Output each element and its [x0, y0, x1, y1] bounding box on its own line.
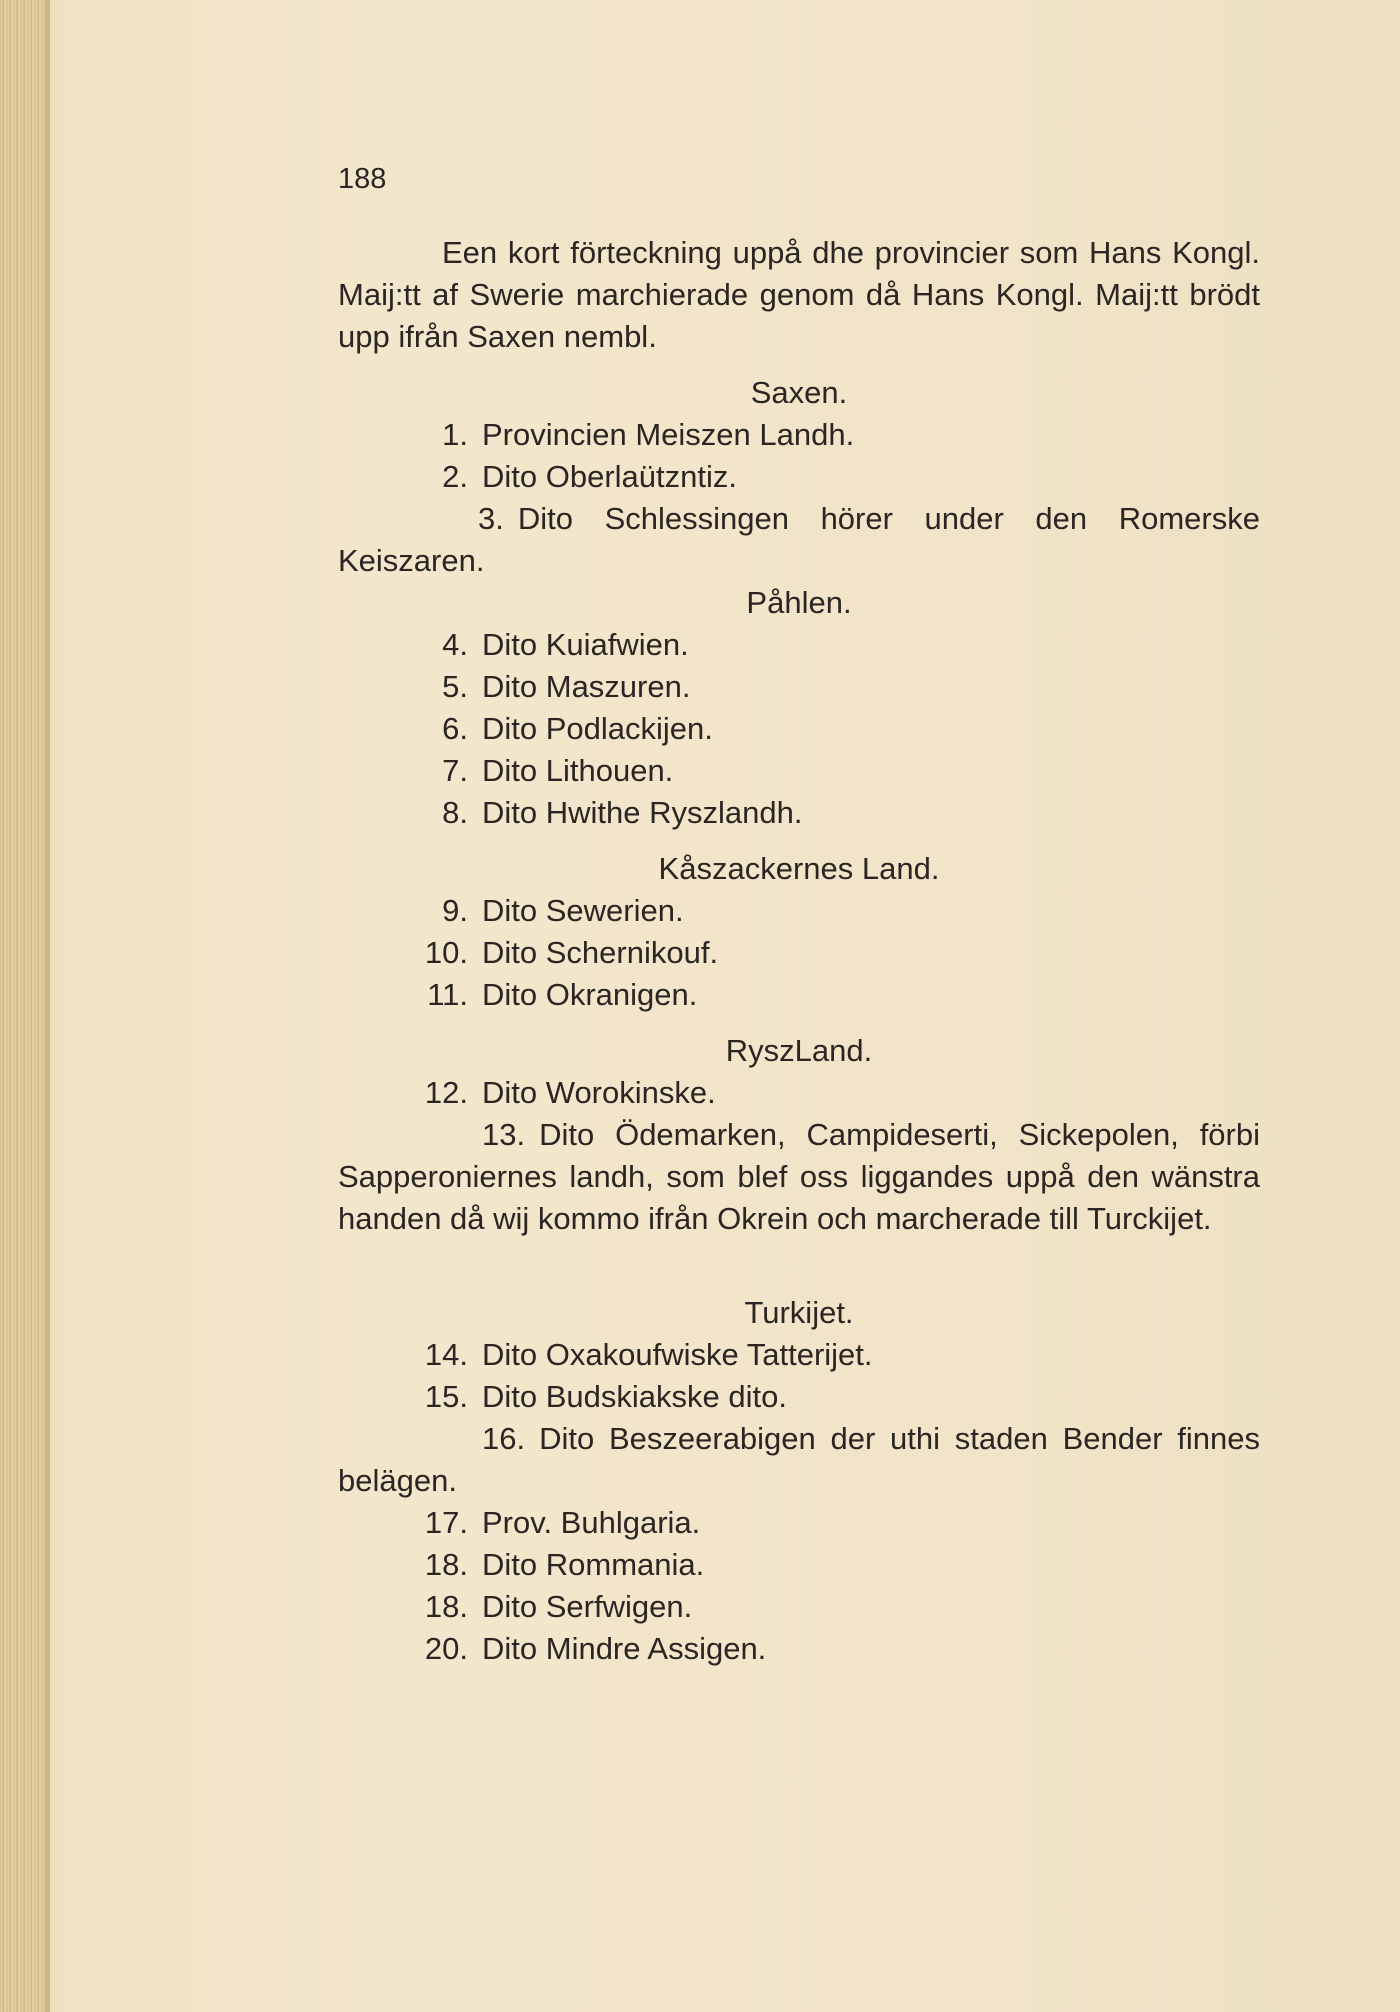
section-heading: Saxen. [750, 375, 848, 410]
item-number: 7. [442, 753, 468, 788]
item-number: 9. [442, 893, 468, 928]
section-heading: Turkijet. [744, 1295, 854, 1330]
item-number: 17. [424, 1505, 468, 1540]
item-number: 5. [442, 669, 468, 704]
list-item [338, 932, 1260, 974]
item-text: Dito Hwithe Ryszlandh. [482, 795, 803, 830]
list-item [338, 1334, 1260, 1376]
item-number: 12. [424, 1075, 468, 1110]
item-number: 8. [442, 795, 468, 830]
item-number: 4. [442, 627, 468, 662]
item-text: Dito Rommania. [482, 1547, 705, 1582]
section-heading: Påhlen. [746, 585, 852, 620]
list-item [338, 498, 1260, 582]
item-text: Dito Ödemarken, Campideserti, Sickepolen, förbi Sapperoniernes landh, som blef oss liggandes uppå den wänstra handen då wij kommo ifrån Okrein och marcherade till Turckijet. [338, 1117, 1260, 1236]
item-text: Dito Schlessingen hörer under den Romerske Keiszaren. [338, 501, 1260, 578]
list-item [338, 666, 1260, 708]
item-number: 15. [424, 1379, 468, 1414]
item-text: Dito Kuiafwien. [482, 627, 689, 662]
list-item [338, 456, 1260, 498]
list-item [338, 890, 1260, 932]
item-text: Prov. Buhlgaria. [482, 1505, 701, 1540]
item-number: 2. [442, 459, 468, 494]
item-text: Dito Oxakoufwiske Tatterijet. [482, 1337, 873, 1372]
intro-paragraph: Een kort förteckning uppå dhe provincier som Hans Kongl. Maij:tt af Swerie marchierade genom då Hans Kongl. Maij:tt brödt upp ifrån Saxen nembl. [338, 235, 1260, 354]
item-number: 18. [424, 1547, 468, 1582]
item-text: Dito Sewerien. [482, 893, 684, 928]
item-text: Dito Mindre Assigen. [482, 1631, 767, 1666]
list-item [338, 1072, 1260, 1114]
item-text: Dito Schernikouf. [482, 935, 719, 970]
list-item [338, 1502, 1260, 1544]
book-gutter [0, 0, 46, 2012]
item-number: 3. [478, 501, 504, 536]
page-number: 188 [338, 163, 387, 195]
section-heading: Kåszackernes Land. [658, 851, 940, 886]
item-text: Dito Oberlaützntiz. [482, 459, 737, 494]
list-item [338, 624, 1260, 666]
item-number: 11. [427, 977, 468, 1012]
list-item [338, 1628, 1260, 1670]
item-text: Dito Okranigen. [482, 977, 698, 1012]
list-item [338, 1376, 1260, 1418]
item-number: 20. [424, 1631, 468, 1666]
list-item [338, 414, 1260, 456]
item-number: 18. [424, 1589, 468, 1624]
item-number: 6. [442, 711, 468, 746]
list-item [338, 792, 1260, 834]
item-number: 10. [424, 935, 468, 970]
item-text: Provincien Meiszen Landh. [482, 417, 855, 452]
item-number: 13. [482, 1117, 526, 1152]
list-item [338, 1418, 1260, 1502]
item-number: 1. [442, 417, 468, 452]
list-item [338, 1114, 1260, 1240]
item-text: Dito Serfwigen. [482, 1589, 693, 1624]
item-number: 16. [482, 1421, 526, 1456]
list-item [338, 974, 1260, 1016]
item-text: Dito Budskiakske dito. [482, 1379, 787, 1414]
item-text: Dito Maszuren. [482, 669, 691, 704]
list-item [338, 1544, 1260, 1586]
item-number: 14. [424, 1337, 468, 1372]
item-text: Dito Worokinske. [482, 1075, 716, 1110]
item-text: Dito Lithouen. [482, 753, 674, 788]
list-item [338, 750, 1260, 792]
page-edge [46, 0, 50, 2012]
list-item [338, 708, 1260, 750]
item-text: Dito Podlackijen. [482, 711, 713, 746]
item-text: Dito Beszeerabigen der uthi staden Bender finnes belägen. [338, 1421, 1260, 1498]
section-heading: RyszLand. [725, 1033, 873, 1068]
list-item [338, 1586, 1260, 1628]
